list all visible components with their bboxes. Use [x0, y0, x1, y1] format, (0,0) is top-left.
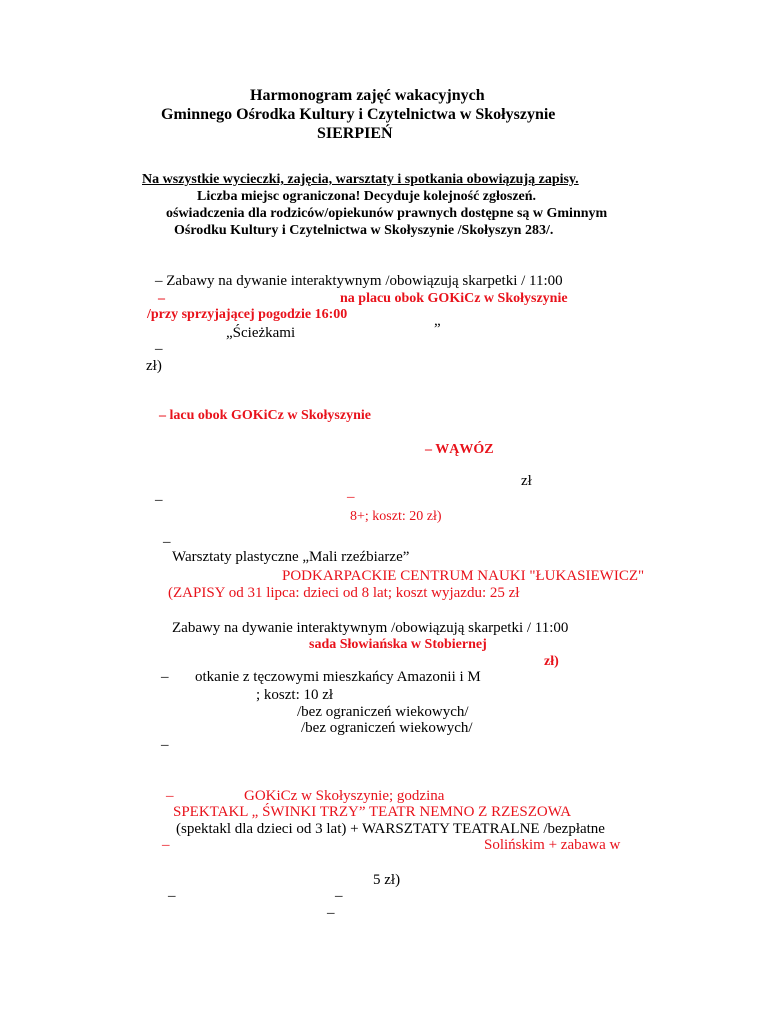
schedule-trip-title: – WĄWÓZ: [425, 442, 494, 457]
schedule-dash: –: [155, 492, 163, 508]
schedule-age-note: /bez ograniczeń wiekowych/: [297, 704, 469, 720]
schedule-dash: –: [163, 534, 171, 550]
schedule-dash: –: [347, 489, 355, 505]
schedule-dash: –: [327, 905, 335, 921]
schedule-dash: –: [161, 669, 169, 685]
schedule-event-fragment: Solińskim + zabawa w: [484, 837, 621, 853]
schedule-quote: ”: [434, 321, 441, 337]
document-title: Harmonogram zajęć wakacyjnych: [250, 87, 485, 104]
schedule-performance-details: (spektakl dla dzieci od 3 lat) + WARSZTATY TEATRALNE /bezpłatne: [176, 821, 605, 837]
schedule-dash: –: [158, 291, 165, 306]
schedule-location: na placu obok GOKiCz w Skołyszynie: [340, 291, 568, 306]
schedule-cost: zł): [544, 654, 559, 669]
schedule-dash: –: [161, 737, 169, 753]
schedule-location: sada Słowiańska w Stobiernej: [309, 637, 487, 652]
schedule-location: – lacu obok GOKiCz w Skołyszynie: [159, 408, 371, 423]
schedule-cost: zł: [521, 473, 532, 489]
schedule-registration-info: (ZAPISY od 31 lipca: dzieci od 8 lat; koszt wyjazdu: 25 zł: [168, 585, 520, 601]
schedule-meeting: otkanie z tęczowymi mieszkańcy Amazonii i M: [195, 669, 481, 685]
notice-forms-line2: Ośrodku Kultury i Czytelnictwa w Skołyszynie /Skołyszyn 283/.: [174, 223, 554, 238]
schedule-dash: –: [155, 341, 163, 357]
schedule-workshop: Warsztaty plastyczne „Mali rzeźbiarze”: [172, 549, 410, 565]
notice-limited-places: Liczba miejsc ograniczona! Decyduje kolejność zgłoszeń.: [197, 189, 537, 204]
schedule-cost: zł): [146, 358, 162, 374]
schedule-age-note: /bez ograniczeń wiekowych/: [301, 720, 473, 736]
schedule-location-time: GOKiCz w Skołyszynie; godzina: [244, 788, 445, 804]
schedule-dash: –: [162, 837, 170, 853]
notice-forms-line1: oświadczenia dla rodziców/opiekunów prawnych dostępne są w Gminnym: [166, 206, 608, 221]
schedule-cost: 5 zł): [373, 872, 401, 888]
schedule-event-title: „Ścieżkami: [226, 325, 296, 341]
schedule-trip-destination: PODKARPACKIE CENTRUM NAUKI "ŁUKASIEWICZ": [282, 568, 645, 584]
schedule-dash: –: [166, 788, 174, 804]
schedule-dash: –: [335, 888, 343, 904]
schedule-weather-note: /przy sprzyjającej pogodzie 16:00: [147, 307, 348, 322]
schedule-line: Zabawy na dywanie interaktywnym /obowiązują skarpetki / 11:00: [172, 620, 569, 636]
document-subtitle: Gminnego Ośrodka Kultury i Czytelnictwa w Skołyszynie: [161, 106, 556, 123]
schedule-cost: ; koszt: 10 zł: [256, 687, 334, 703]
schedule-age-cost: 8+; koszt: 20 zł): [350, 509, 442, 524]
notice-registration: Na wszystkie wycieczki, zajęcia, warsztaty i spotkania obowiązują zapisy.: [142, 172, 579, 187]
schedule-performance: SPEKTAKL „ ŚWINKI TRZY” TEATR NEMNO Z RZESZOWA: [173, 804, 572, 820]
month-heading: SIERPIEŃ: [317, 125, 393, 142]
schedule-dash: –: [168, 888, 176, 904]
schedule-line: – Zabawy na dywanie interaktywnym /obowiązują skarpetki / 11:00: [155, 273, 563, 289]
